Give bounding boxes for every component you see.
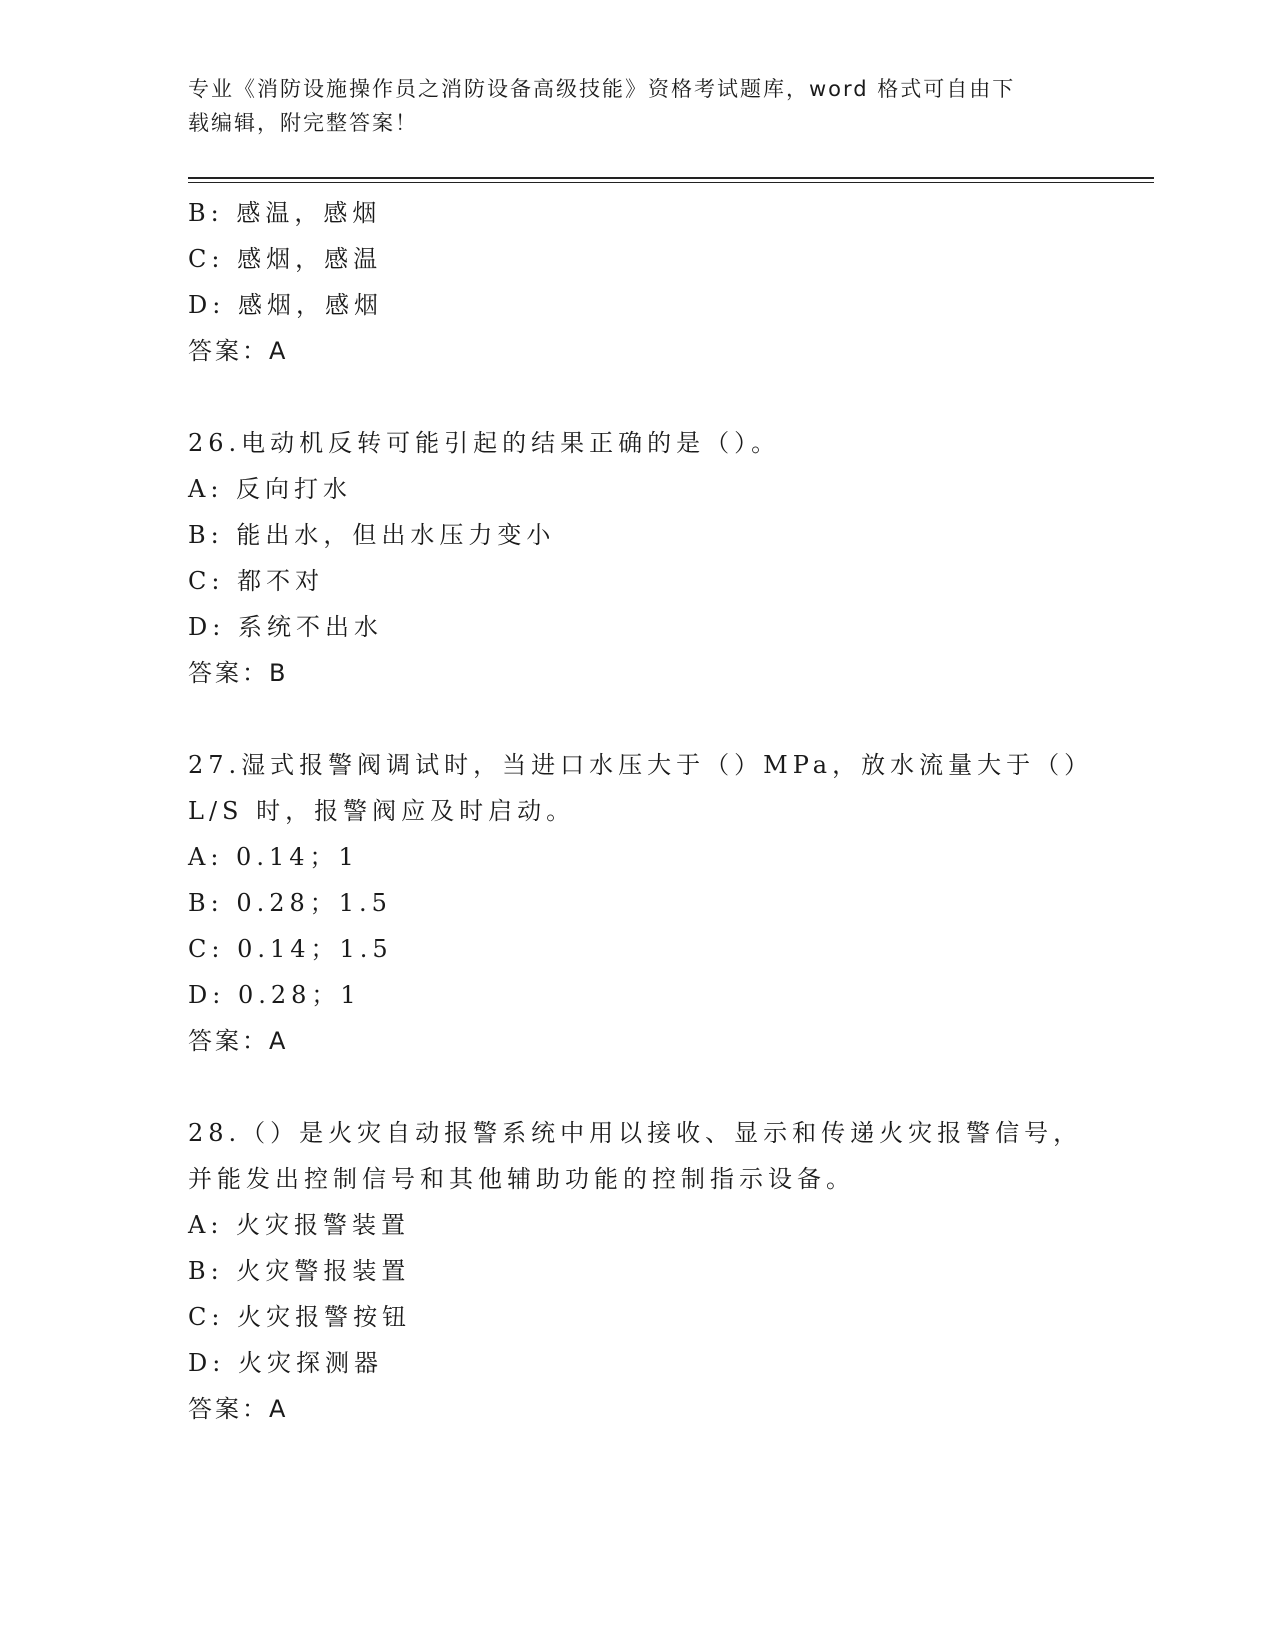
option-b: B: 火灾警报装置 [188,1257,411,1285]
option-b: B: 能出水，但出水压力变小 [188,521,556,549]
option-a: A: 反向打水 [188,475,353,503]
option-a: A: 0.14；1 [188,843,359,871]
question-stem-line-1: 28.（）是火灾自动报警系统中用以接收、显示和传递火灾报警信号， [188,1119,1083,1147]
question-stem-line-1: 27.湿式报警阀调试时，当进口水压大于（）MPa，放水流量大于（） [188,751,1094,779]
header-divider-thin [188,182,1154,183]
question-gap [188,1064,1088,1110]
question-28 [188,1110,1088,1432]
question-stem: 26.电动机反转可能引起的结果正确的是（）。 [188,429,781,457]
option-d: D: 0.28；1 [188,981,361,1009]
question-gap [188,374,1088,420]
option-b: B: 感温，感烟 [188,199,382,227]
option-b: B: 0.28；1.5 [188,889,392,917]
question-27 [188,742,1094,1064]
option-a: A: 火灾报警装置 [188,1211,411,1239]
header-line-2: 载编辑，附完整答案！ [188,111,418,135]
header-line-1: 专业《消防设施操作员之消防设备高级技能》资格考试题库，word 格式可自由下 [188,77,1016,101]
option-d: D: 系统不出水 [188,613,383,641]
option-d: D: 感烟，感烟 [188,291,383,319]
option-c: C: 火灾报警按钮 [188,1303,412,1331]
answer-line: 答案：A [188,1395,289,1423]
question-gap [188,696,1088,742]
document-header [188,72,1088,140]
question-list [188,190,1094,1432]
question-25-continuation [188,190,1088,374]
header-divider-thick [188,177,1154,179]
option-c: C: 0.14；1.5 [188,935,393,963]
option-d: D: 火灾探测器 [188,1349,383,1377]
answer-line: 答案：A [188,1027,289,1055]
answer-line: 答案：B [188,659,289,687]
option-c: C: 都不对 [188,567,325,595]
question-stem-line-2: 并能发出控制信号和其他辅助功能的控制指示设备。 [188,1165,855,1193]
question-stem-line-2: L/S 时，报警阀应及时启动。 [188,797,576,825]
option-c: C: 感烟，感温 [188,245,383,273]
answer-line: 答案：A [188,337,289,365]
question-26 [188,420,1088,696]
